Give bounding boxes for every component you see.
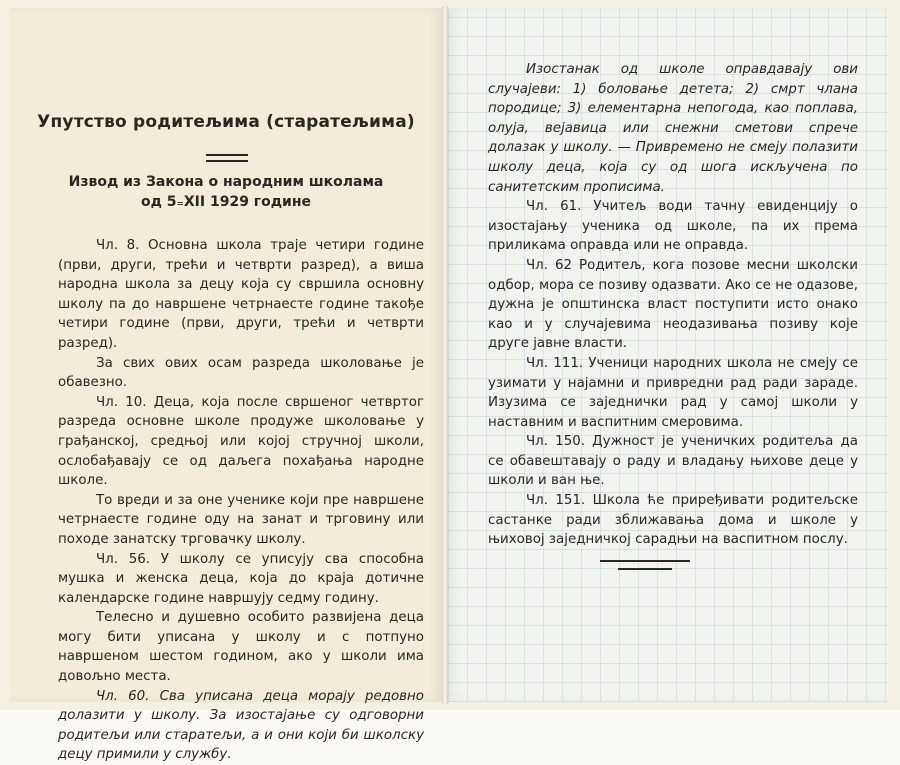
closing-rule <box>600 560 690 570</box>
article-62-paragraph: Чл. 62 Родитељ, кога позове месни школски одбор, мора се позиву одазвати. Ако се не одазове, дужна је општинска власт поступити исто онако као и у случајевима неодазивања позиву које друге јавне власти. <box>488 257 858 352</box>
left-page <box>10 8 442 763</box>
absence-justification-paragraph: Изостанак од школе оправдавају ови случајеви: 1) боловање детета; 2) смрт члана породице; 3) елементарна непогода, као поплава, олуја, вејавица или снежни сметови спрече долазак у школу. — Привремено не смеју полазити школу деца, која су од шога искључена по санитетским прописима. <box>488 62 858 195</box>
subtitle-line-2: од 5₌XII 1929 године <box>140 194 312 210</box>
article-8-paragraph: Чл. 8. Основна школа траје четири године (први, други, трећи и четврти разред), а виша народна школа за децу која су свршила основну школу па до навршене четрнаесте године такође четири године (први, други, трећи и четврти разред). <box>58 238 424 351</box>
title-rule-bottom <box>206 160 248 162</box>
article-60-paragraph: Чл. 60. Сва уписана деца морају редовно долазити у школу. За изостајање су одговорни родитељи или старатељи, а и они који би школску децу примили у службу. <box>58 688 424 763</box>
closing-rule-long <box>600 560 690 562</box>
subtitle-line-1: Извод из Закона о народним школама <box>68 174 384 190</box>
right-page <box>448 8 888 702</box>
right-page-body <box>488 60 858 550</box>
closing-rule-short <box>618 568 672 570</box>
article-111-paragraph: Чл. 111. Ученици народних школа не смеју се узимати у најамни и привредни рад ради зараде. Изузима се заједнички рад у самој школи у наставним и васпитним смеровима. <box>488 355 858 430</box>
article-61-paragraph: Чл. 61. Учитељ води тачну евиденцију о изостајању ученика од школе, па их према приликама оправда или не оправда. <box>488 199 858 254</box>
article-151-paragraph: Чл. 151. Школа ће приређивати родитељске састанке ради зближавања дома и школе у њиховој заједничкој сарадњи на васпитном послу. <box>488 493 858 548</box>
article-56-paragraph: Чл. 56. У школу се уписују сва способна мушка и женска деца, која до краја дотичне календарске године навршују седму годину. <box>58 551 424 606</box>
page-title: Упутство родитељима (старатељима) <box>37 112 415 132</box>
article-150-paragraph: Чл. 150. Дужност је ученичких родитеља да се обавештавају о раду и владању њихове деце у школи и ван ње. <box>488 434 858 489</box>
trade-school-paragraph: То вреди и за оне ученике који пре навршене четрнаесте године оду на занат и трговину или походе занатску трговачку школу. <box>58 492 424 547</box>
mandatory-schooling-paragraph: За свих ових осам разреда школовање је обавезно. <box>58 355 424 391</box>
left-page-body <box>58 236 424 765</box>
title-rule-top <box>206 154 248 156</box>
article-10-paragraph: Чл. 10. Деца, која после свршеног четвртог разреда основне школе продуже школовање у грађанској, средњој или којој стручној школи, ослобађавају се од даљега похађања народне школе. <box>58 394 424 489</box>
early-enrollment-paragraph: Телесно и душевно особито развијена деца могу бити уписана у школу и с потпуно навршеном шестом годином, ако у школи има довољно места. <box>58 610 424 685</box>
